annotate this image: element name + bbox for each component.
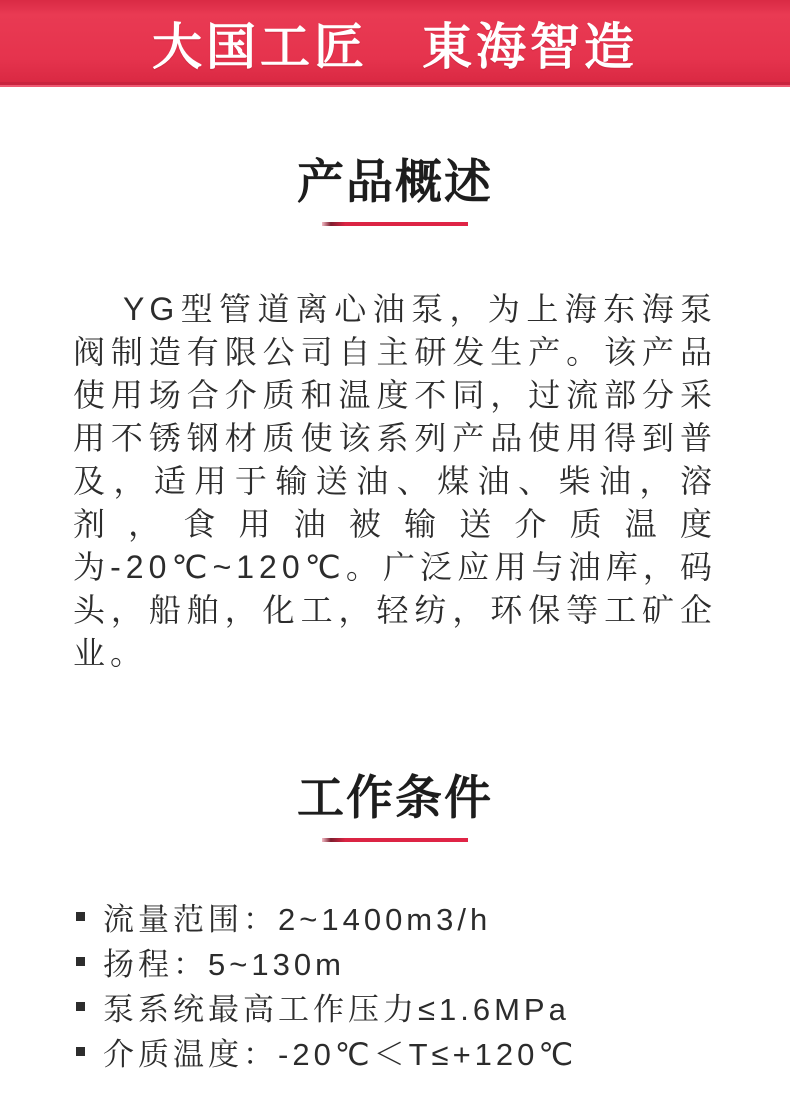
product-overview-paragraph: YG型管道离心油泵，为上海东海泵阀制造有限公司自主研发生产。该产品使用场合介质和温度不同，过流部分采用不锈钢材质使该系列产品使用得到普及，适用于输送油、煤油、柴油，溶剂，食用油被输送介质温度为-20℃~120℃。广泛应用与油库，码头，船舶，化工，轻纺，环保等工矿企业。 — [73, 291, 717, 671]
section-working-conditions — [0, 675, 790, 1074]
header-banner — [0, 0, 790, 85]
section-title-product-overview: 产品概述 — [297, 155, 493, 208]
bullet-icon — [76, 1047, 85, 1056]
spec-item-label: 流量范围：2~1400m3/h — [103, 902, 492, 937]
bullet-icon — [76, 912, 85, 921]
bullet-icon — [76, 957, 85, 966]
spec-item-label: 扬程：5~130m — [103, 947, 345, 982]
spec-list — [76, 894, 790, 1074]
spec-item-head — [76, 939, 790, 984]
title-underline-decoration — [322, 838, 468, 842]
banner-title: 大国工匠 東海智造 — [152, 19, 638, 75]
spec-item-medium-temperature — [76, 1029, 790, 1074]
spec-item-label: 泵系统最高工作压力≤1.6MPa — [103, 992, 570, 1027]
spec-item-flow-range — [76, 894, 790, 939]
section-product-overview — [0, 85, 790, 675]
spec-item-label: 介质温度：-20℃＜T≤+120℃ — [103, 1037, 578, 1072]
title-underline-decoration — [322, 222, 468, 226]
section-title-working-conditions: 工作条件 — [297, 771, 493, 824]
bullet-icon — [76, 1002, 85, 1011]
spec-item-max-pressure — [76, 984, 790, 1029]
